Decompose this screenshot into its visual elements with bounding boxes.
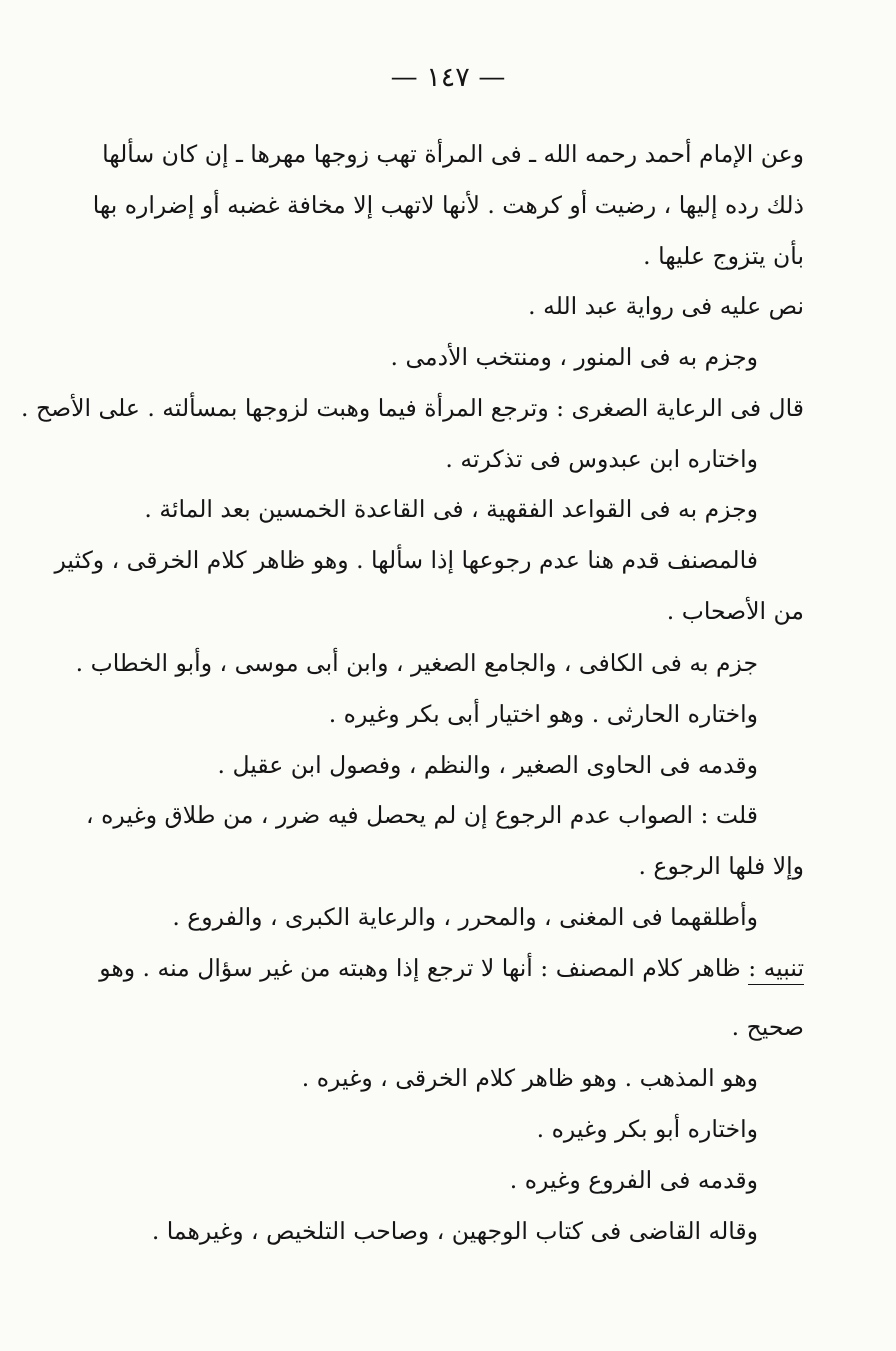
text-line: وهو المذهب . وهو ظاهر كلام الخرقى ، وغيره . xyxy=(301,1064,758,1092)
text-line: وأطلقهما فى المغنى ، والمحرر ، والرعاية الكبرى ، والفروع . xyxy=(172,903,758,931)
text-line: واختاره الحارثى . وهو اختيار أبى بكر وغيره . xyxy=(328,700,758,728)
tanbih-label: تنبيه : xyxy=(748,954,804,985)
tanbih-text: ظاهر كلام المصنف : أنها لا ترجع إذا وهبته من غير سؤال منه . وهو xyxy=(99,954,741,982)
text-line: قلت : الصواب عدم الرجوع إن لم يحصل فيه ضرر ، من طلاق وغيره ، xyxy=(86,801,758,829)
text-line: وإلا فلها الرجوع . xyxy=(638,852,804,880)
text-line: وجزم به فى المنور ، ومنتخب الأدمى . xyxy=(390,343,758,371)
text-line: وقدمه فى الحاوى الصغير ، والنظم ، وفصول ابن عقيل . xyxy=(217,751,758,779)
text-line: من الأصحاب . xyxy=(666,597,804,625)
text-line: وقدمه فى الفروع وغيره . xyxy=(509,1166,758,1194)
text-line: ذلك رده إليها ، رضيت أو كرهت . لأنها لاتهب إلا مخافة غضبه أو إضراره بها xyxy=(92,191,804,219)
tanbih-line xyxy=(99,950,804,986)
text-line: واختاره أبو بكر وغيره . xyxy=(536,1115,758,1143)
text-line: قال فى الرعاية الصغرى : وترجع المرأة فيما وهبت لزوجها بمسألته . على الأصح . xyxy=(21,394,804,422)
text-line: فالمصنف قدم هنا عدم رجوعها إذا سألها . وهو ظاهر كلام الخرقى ، وكثير xyxy=(54,546,758,574)
text-line: وجزم به فى القواعد الفقهية ، فى القاعدة الخمسين بعد المائة . xyxy=(144,495,758,523)
text-line: وقاله القاضى فى كتاب الوجهين ، وصاحب التلخيص ، وغيرهما . xyxy=(151,1217,758,1245)
page-number: — ١٤٧ — xyxy=(390,62,506,93)
text-line: جزم به فى الكافى ، والجامع الصغير ، وابن أبى موسى ، وأبو الخطاب . xyxy=(75,649,758,677)
text-line: بأن يتزوج عليها . xyxy=(643,242,804,270)
text-line: وعن الإمام أحمد رحمه الله ـ فى المرأة تهب زوجها مهرها ـ إن كان سألها xyxy=(102,140,804,168)
text-line: صحيح . xyxy=(731,1013,804,1041)
text-line: نص عليه فى رواية عبد الله . xyxy=(528,292,804,320)
text-line: واختاره ابن عبدوس فى تذكرته . xyxy=(445,445,758,473)
